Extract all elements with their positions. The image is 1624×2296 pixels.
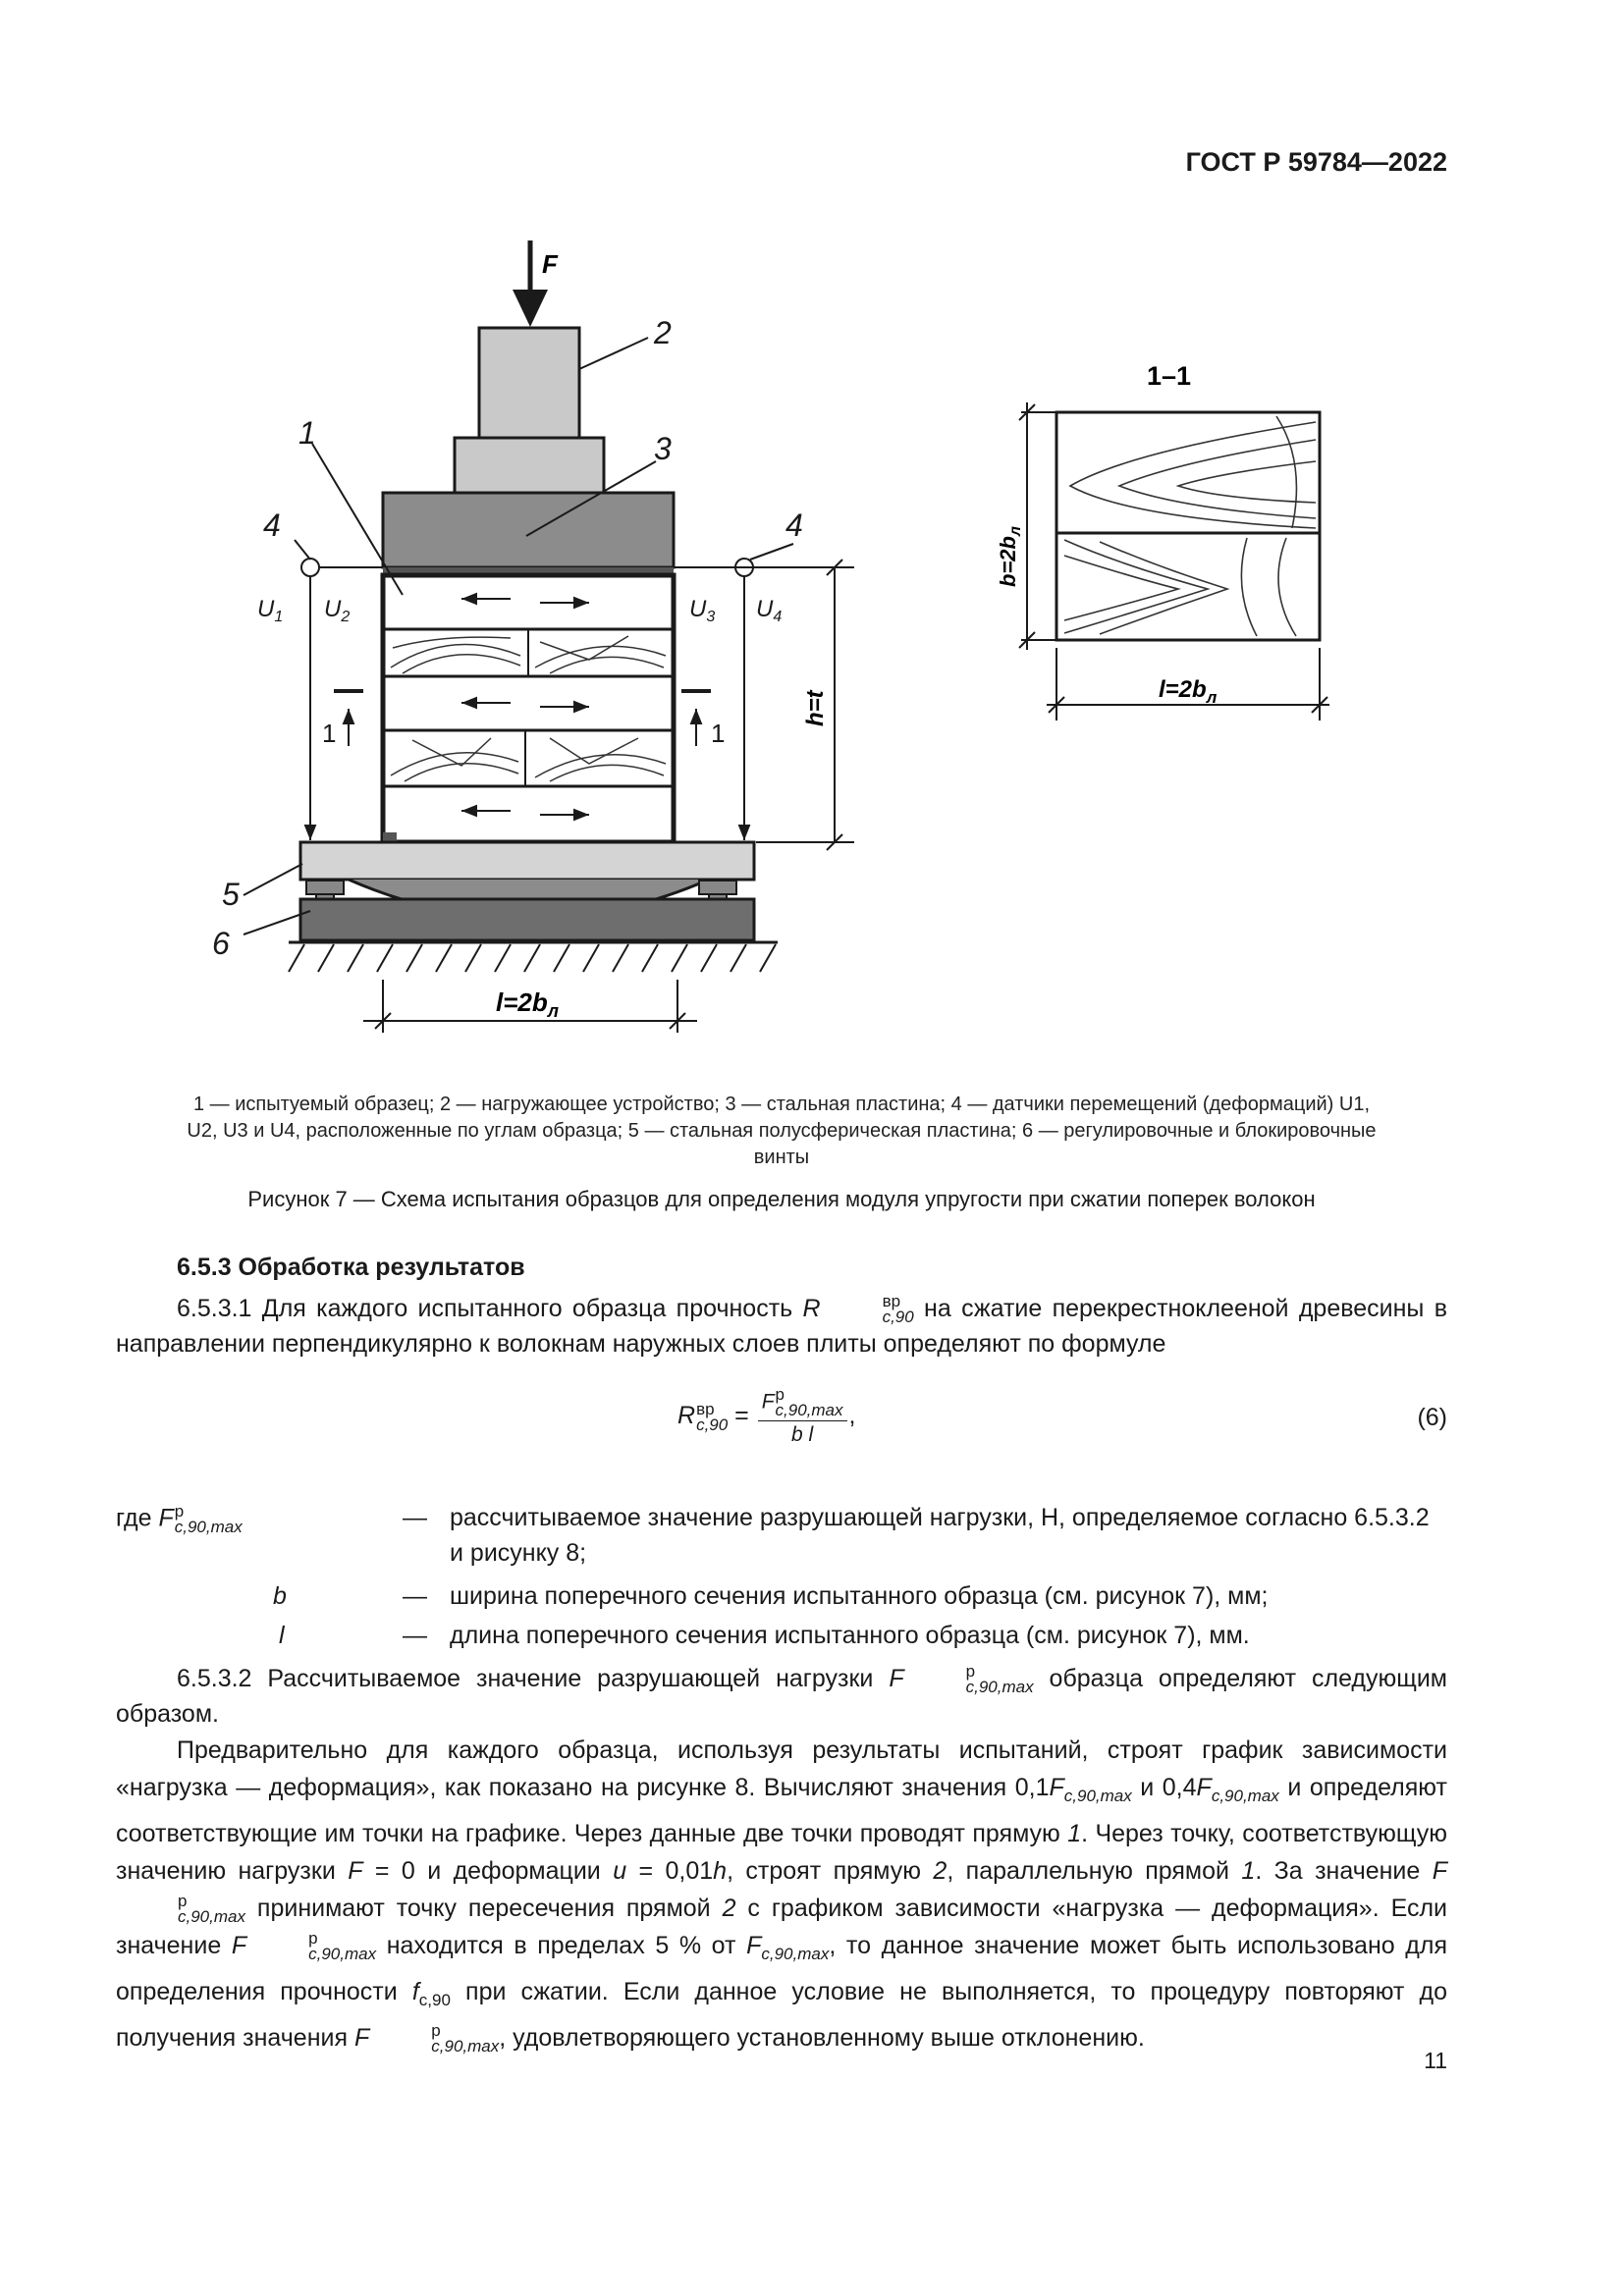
figure-caption: Рисунок 7 — Схема испытания образцов для определения модуля упругости при сжатии поперек волокон — [247, 1187, 1316, 1211]
svg-text:l=2bл: $l=2b_л$ — [496, 988, 559, 1021]
legend-line-2: U2, U3 и U4, расположенные по углам образца; 5 — стальная полусферическая пластина; 6 — регулировочные и блокировочные — [187, 1120, 1377, 1142]
label-4-right: 4 — [785, 507, 803, 543]
base-block — [300, 899, 754, 940]
label-5: 5 — [222, 877, 240, 912]
label-1: 1 — [298, 415, 316, 451]
document-code: ГОСТ Р 59784—2022 — [1185, 147, 1447, 177]
force-label: F — [542, 249, 558, 279]
figure-legend — [116, 1092, 1447, 1171]
section-title: 1–1 — [1147, 361, 1192, 391]
steel-plate — [383, 493, 674, 567]
loading-device — [479, 328, 579, 438]
label-4-left: 4 — [263, 507, 281, 543]
legend-line-1: 1 — испытуемый образец; 2 — нагружающее устройство; 3 — стальная пластина; 4 — датчики перемещений (деформаций) U1, — [192, 1094, 1371, 1115]
svg-text:b=2bл: $b=2b_л$ — [996, 526, 1024, 587]
u2-label: U — [324, 596, 342, 622]
section-b-dim: b=2b — [996, 536, 1020, 587]
definitions — [116, 1504, 1447, 1661]
u3-label: U — [689, 596, 707, 622]
section-view — [1056, 412, 1320, 640]
paragraph-6-5-3-1: 6.5.3.1 Для каждого испытанного образца прочность R вр c,90 на сжатие перекрестноклееной древесины в направлении перпендикулярно к волокнам наружных слоев плиты определяют по формуле — [116, 1292, 1447, 1358]
paragraph-6-5-3-2: 6.5.3.2 Рассчитываемое значение разрушающей нагрузки F p c,90,max образца определяют следующим образом. — [116, 1662, 1447, 1728]
page-number: 11 — [1424, 2048, 1447, 2073]
legend-line-3: винты — [753, 1147, 810, 1168]
section-title-6-5-3: 6.5.3 Обработка результатов — [177, 1254, 525, 1281]
section-mark-left: 1 — [322, 719, 337, 748]
label-2: 2 — [654, 315, 672, 350]
label-3: 3 — [654, 431, 672, 466]
formula-6: R вр c,90 = F p c,90,max b l , — [677, 1385, 856, 1446]
section-mark-right: 1 — [711, 719, 726, 748]
hemispherical-plate — [300, 842, 754, 880]
u1-label: U — [257, 596, 275, 622]
paragraph-procedure: Предварительно для каждого образца, используя результаты испытаний, строят график зависимости «нагрузка — деформация», как показано на рисунке 8. Вычисляют значения $0,1F_{c,90,max}$ и $0,4F_{c,90,max}$ и определяют соответствующие им точки на графике. Через данные две точки проводят прямую 1. Через точку, соответствующую значению нагрузки F = 0 и деформации u = 0,01h, строят прямую 2, параллельную прямой 1. За значение F p c,90,max принимают точку пересечения прямой 2 с графиком зависимости «нагрузка — деформация». Если значение F p c,90,max находится в пределах 5 % от $F_{c,90,max}$, то данное значение может быть использовано для определения прочности $f_{c,90}$ при сжатии. Если данное условие не выполняется, то процедуру повторяют до получения значения F p c,90,max , удовлетворяющего установленному выше отклонению. — [116, 1736, 1448, 2056]
section-l-dim: l=2b — [1159, 676, 1207, 703]
u4-label: U — [756, 596, 774, 622]
equation-number: (6) — [1417, 1404, 1447, 1431]
ground-hatch — [289, 942, 778, 972]
loading-device-base — [455, 438, 604, 493]
svg-text:U2: $U_2$ — [324, 596, 351, 625]
height-dim-label: h=t — [802, 690, 829, 726]
base-dim-label: l=2b — [496, 988, 548, 1017]
label-6: 6 — [212, 926, 230, 961]
definition-row: b — ширина поперечного сечения испытанного образца (см. рисунок 7), мм; — [273, 1582, 1269, 1610]
svg-text:U4: $U_4$ — [756, 596, 783, 625]
svg-text:l=2bл: $l=2b_л$ — [1159, 676, 1218, 707]
test-scheme-figure — [0, 0, 1624, 1060]
svg-text:U3: $U_3$ — [689, 596, 716, 625]
definition-row: где F p c,90,max — рассчитываемое значение разрушающей нагрузки, Н, определяемое согласно 6.5.3.2 и рисунку 8; — [116, 1502, 1430, 1567]
definition-row: l — длина поперечного сечения испытанного образца (см. рисунок 7), мм. — [279, 1622, 1250, 1649]
svg-text:U1: $U_1$ — [257, 596, 284, 625]
formula-fraction: F p c,90,max b l — [758, 1387, 847, 1447]
specimen — [383, 567, 674, 842]
